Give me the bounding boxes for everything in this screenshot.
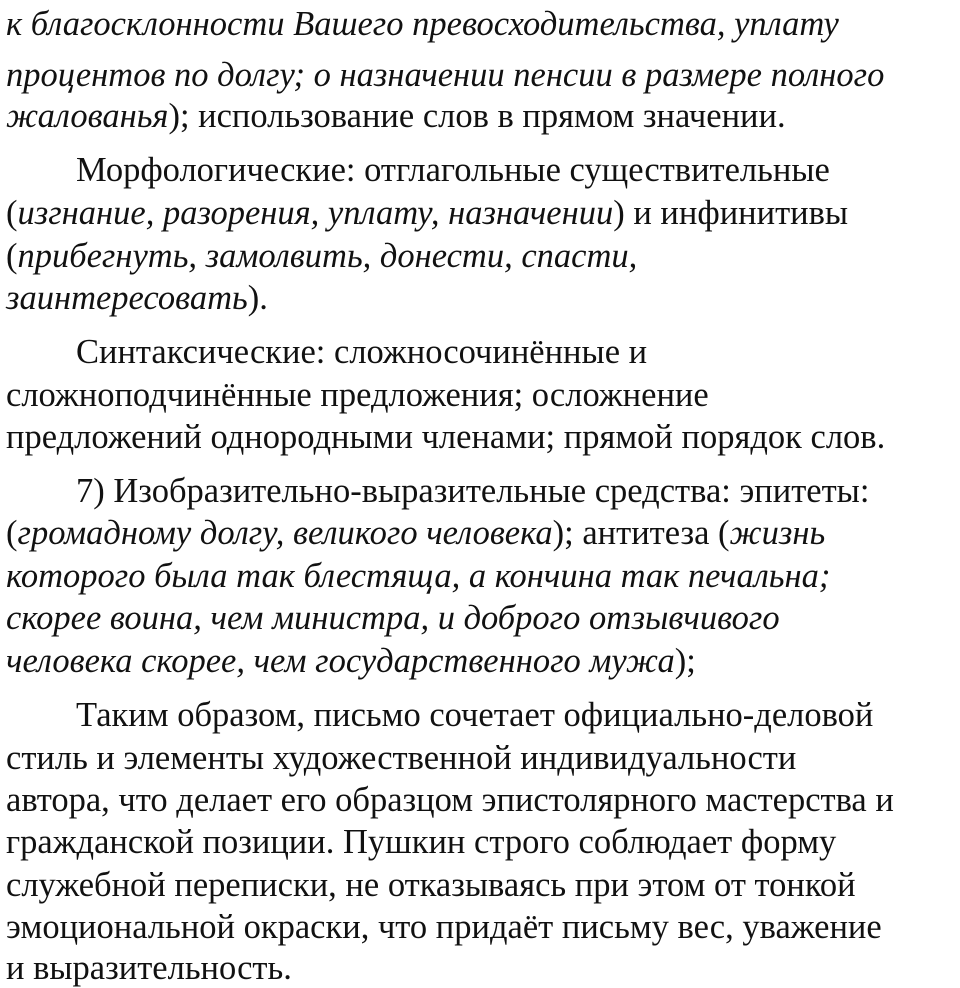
- text-line: [6, 907, 882, 947]
- text-fragment: сложноподчинённые предложения; осложнение: [6, 376, 709, 414]
- text-line: [6, 236, 637, 276]
- text-line: [6, 96, 786, 136]
- italic-fragment: заинтересовать: [6, 279, 248, 317]
- italic-fragment: жизнь: [729, 514, 826, 552]
- text-fragment: автора, что делает его образцом эпистолярного мастерства и: [6, 781, 894, 819]
- text-line: [6, 193, 848, 233]
- italic-fragment: изгнание, разорения, уплату, назначении: [17, 194, 614, 232]
- paragraph-morphology-start: [76, 150, 830, 190]
- text-fragment: ); антитеза (: [552, 514, 730, 552]
- text-fragment: стиль и элементы художественной индивидуальности: [6, 739, 797, 777]
- italic-fragment: человека скорее, чем государственного мужа: [6, 642, 675, 680]
- text-line: [6, 513, 825, 553]
- text-fragment: Морфологические: отглагольные существительные: [76, 151, 830, 189]
- paragraph-syntax-start: [76, 332, 647, 372]
- text-line: [6, 780, 894, 820]
- text-line: [6, 598, 780, 638]
- text-fragment: (: [6, 237, 18, 275]
- paragraph-devices-start: [76, 471, 869, 511]
- text-line: [6, 738, 796, 778]
- italic-fragment: которого была так блестяща, а кончина так печальна;: [6, 557, 831, 595]
- text-line: [6, 55, 884, 95]
- italic-fragment: процентов по долгу; о назначении пенсии в размере полного: [6, 56, 885, 94]
- text-line: [6, 822, 836, 862]
- italic-fragment: жалованья: [6, 97, 169, 135]
- text-line: [6, 278, 268, 318]
- text-fragment: (: [6, 194, 18, 232]
- text-line: [6, 375, 709, 415]
- text-fragment: ).: [247, 279, 268, 317]
- text-fragment: предложений однородными членами; прямой порядок слов.: [6, 418, 886, 456]
- text-fragment: служебной переписки, не отказываясь при этом от тонкой: [6, 866, 856, 904]
- text-line: [6, 641, 696, 681]
- italic-fragment: к благосклонности Вашего превосходительства, уплату: [6, 5, 839, 43]
- italic-fragment: прибегнуть, замолвить, донести, спасти,: [17, 237, 638, 275]
- text-fragment: (: [6, 514, 18, 552]
- text-fragment: );: [674, 642, 696, 680]
- text-fragment: ) и инфинитивы: [613, 194, 849, 232]
- text-fragment: эмоциональной окраски, что придаёт письму вес, уважение: [6, 908, 882, 946]
- text-fragment: ); использование слов в прямом значении.: [168, 97, 786, 135]
- text-line: [6, 865, 856, 905]
- text-line: [6, 4, 839, 44]
- text-fragment: гражданской позиции. Пушкин строго соблюдает форму: [6, 823, 837, 861]
- text-line: [6, 556, 830, 596]
- text-fragment: Таким образом, письмо сочетает официально-деловой: [76, 696, 874, 734]
- text-line: [6, 948, 292, 988]
- text-fragment: 7) Изобразительно-выразительные средства: эпитеты:: [76, 472, 870, 510]
- italic-fragment: громадному долгу, великого человека: [17, 514, 553, 552]
- text-line: [6, 417, 885, 457]
- text-fragment: Синтаксические: сложносочинённые и: [76, 333, 648, 371]
- text-fragment: и выразительность.: [6, 949, 292, 987]
- paragraph-conclusion-start: [76, 695, 873, 735]
- italic-fragment: скорее воина, чем министра, и доброго отзывчивого: [6, 599, 780, 637]
